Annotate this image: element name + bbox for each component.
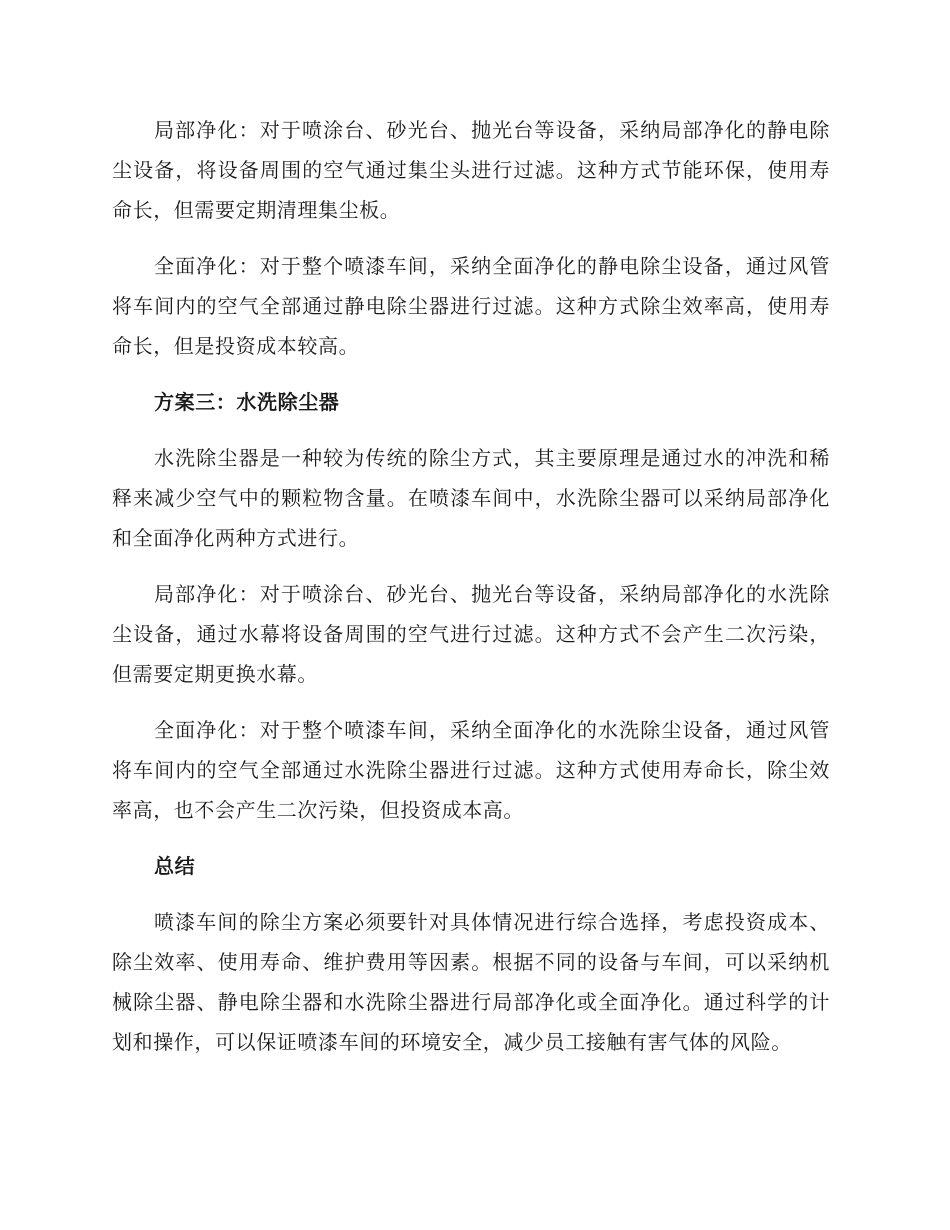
section-heading-summary: 总结 [154, 854, 196, 878]
paragraph-water-wash-full: 全面净化：对于整个喷漆车间，采纳全面净化的水洗除尘设备，通过风管将车间内的空气全部通过水洗除尘器进行过滤。这种方式使用寿命长，除尘效率高，也不会产生二次污染，但投资成本高。 [112, 718, 830, 822]
section-heading-plan-three: 方案三：水洗除尘器 [154, 390, 340, 414]
paragraph-water-wash-local: 局部净化：对于喷涂台、砂光台、抛光台等设备，采纳局部净化的水洗除尘设备，通过水幕将设备周围的空气进行过滤。这种方式不会产生二次污染，但需要定期更换水幕。 [112, 582, 830, 686]
paragraph-water-wash-intro: 水洗除尘器是一种较为传统的除尘方式，其主要原理是通过水的冲洗和稀释来减少空气中的颗粒物含量。在喷漆车间中，水洗除尘器可以采纳局部净化和全面净化两种方式进行。 [112, 446, 830, 550]
paragraph-summary: 喷漆车间的除尘方案必须要针对具体情况进行综合选择，考虑投资成本、除尘效率、使用寿命、维护费用等因素。根据不同的设备与车间，可以采纳机械除尘器、静电除尘器和水洗除尘器进行局部净化或全面净化。通过科学的计划和操作，可以保证喷漆车间的环境安全，减少员工接触有害气体的风险。 [112, 910, 830, 1054]
paragraph-electrostatic-local: 局部净化：对于喷涂台、砂光台、抛光台等设备，采纳局部净化的静电除尘设备，将设备周围的空气通过集尘头进行过滤。这种方式节能环保，使用寿命长，但需要定期清理集尘板。 [112, 118, 830, 222]
document-body [112, 110, 830, 1078]
paragraph-electrostatic-full: 全面净化：对于整个喷漆车间，采纳全面净化的静电除尘设备，通过风管将车间内的空气全部通过静电除尘器进行过滤。这种方式除尘效率高，使用寿命长，但是投资成本较高。 [112, 254, 830, 358]
